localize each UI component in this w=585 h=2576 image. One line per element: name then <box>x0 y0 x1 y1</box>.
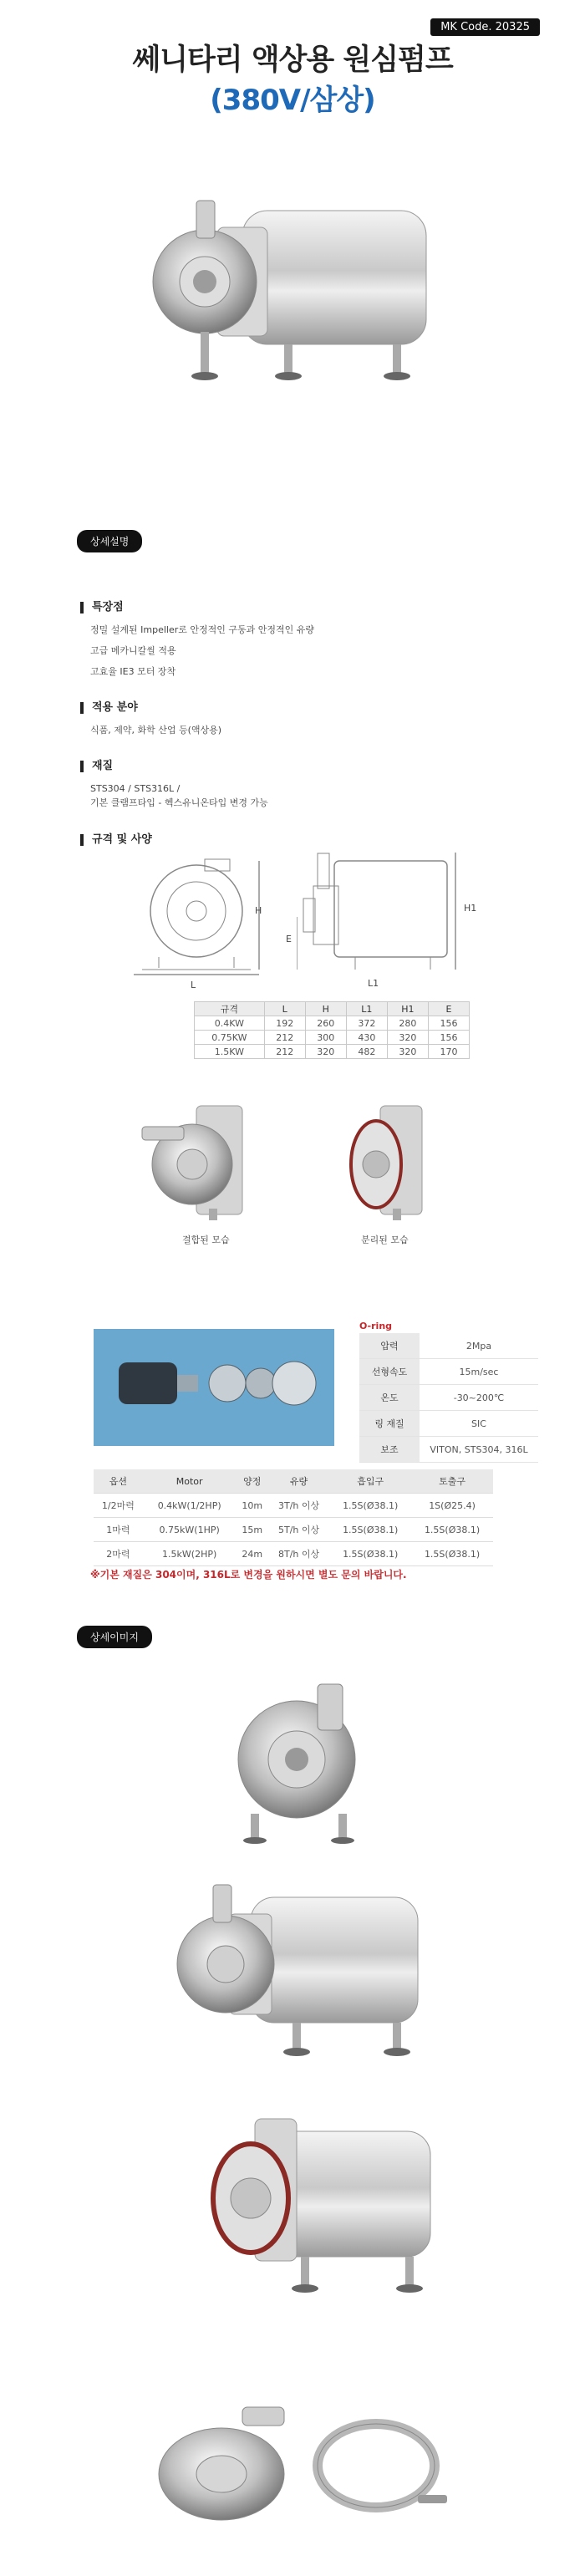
spec-cell: 1.5KW <box>195 1045 265 1059</box>
spec-cell: 170 <box>428 1045 469 1059</box>
spec-table <box>194 1001 470 1059</box>
perf-cell: 3T/h 이상 <box>268 1494 329 1518</box>
table-row <box>195 1016 470 1031</box>
material-line-1: STS304 / STS316L / <box>90 783 181 794</box>
perf-cell: 0.4kW(1/2HP) <box>143 1494 237 1518</box>
material-heading: 재질 <box>80 761 113 772</box>
table-row <box>359 1359 538 1385</box>
detail-image-front <box>201 1680 393 1847</box>
spec-col: L <box>264 1002 305 1016</box>
spec-col: L1 <box>346 1002 387 1016</box>
oring-value: 15m/sec <box>420 1359 538 1385</box>
oring-label: O-ring <box>359 1321 393 1331</box>
spec-cell: 320 <box>305 1045 346 1059</box>
perf-col: 양정 <box>237 1469 268 1494</box>
drawing-label-h1: H1 <box>464 903 477 914</box>
drawing-label-l1: L1 <box>368 978 379 989</box>
perf-cell: 1.5S(Ø38.1) <box>329 1494 411 1518</box>
table-row <box>359 1333 538 1359</box>
perf-cell: 0.75kW(1HP) <box>143 1518 237 1542</box>
table-row <box>359 1437 538 1463</box>
detail-image-casing <box>150 2399 301 2533</box>
application-line-1: 식품, 제약, 화학 산업 등(액상용) <box>90 725 222 736</box>
oring-key: 링 재질 <box>359 1411 420 1437</box>
perf-col: 옵션 <box>94 1469 143 1494</box>
oring-value: VITON, STS304, 316L <box>420 1437 538 1463</box>
side-view-drawing <box>297 848 460 974</box>
table-row <box>195 1031 470 1045</box>
feature-line-3: 고효율 IE3 모터 장착 <box>90 666 176 677</box>
material-line-2: 기본 클램프타입 - 헥스유니온타입 변경 가능 <box>90 797 268 808</box>
perf-col: Motor <box>143 1469 237 1494</box>
features-heading: 특장점 <box>80 602 124 613</box>
spec-cell: 192 <box>264 1016 305 1031</box>
table-row <box>94 1494 493 1518</box>
spec-cell: 482 <box>346 1045 387 1059</box>
detail-section-label: 상세설명 <box>77 530 142 552</box>
perf-cell: 1.5S(Ø38.1) <box>329 1518 411 1542</box>
performance-table <box>94 1469 493 1566</box>
table-row <box>94 1542 493 1566</box>
spec-cell: 0.4KW <box>195 1016 265 1031</box>
product-title: 쎄니타리 액상용 원심펌프 <box>132 43 453 77</box>
oring-value: 2Mpa <box>420 1333 538 1359</box>
perf-cell: 2마력 <box>94 1542 143 1566</box>
spec-cell: 212 <box>264 1045 305 1059</box>
application-heading: 적용 분야 <box>80 702 138 714</box>
detail-image-open <box>192 2106 443 2307</box>
detail-image-clamp <box>301 2407 451 2533</box>
drawing-label-e: E <box>286 934 292 944</box>
spec-cell: 260 <box>305 1016 346 1031</box>
drawing-label-l: L <box>191 980 196 990</box>
spec-cell: 0.75KW <box>195 1031 265 1045</box>
table-row <box>359 1385 538 1411</box>
mk-code-badge: MK Code. 20325 <box>430 18 540 36</box>
perf-cell: 5T/h 이상 <box>268 1518 329 1542</box>
spec-cell: 300 <box>305 1031 346 1045</box>
perf-cell: 24m <box>237 1542 268 1566</box>
oring-table <box>359 1333 538 1463</box>
perf-cell: 1.5S(Ø38.1) <box>329 1542 411 1566</box>
spec-col: E <box>428 1002 469 1016</box>
oring-key: 선형속도 <box>359 1359 420 1385</box>
perf-cell: 15m <box>237 1518 268 1542</box>
perf-cell: 1/2마력 <box>94 1494 143 1518</box>
table-row <box>94 1518 493 1542</box>
spec-cell: 430 <box>346 1031 387 1045</box>
perf-cell: 1.5S(Ø38.1) <box>411 1518 493 1542</box>
perf-cell: 1S(Ø25.4) <box>411 1494 493 1518</box>
spec-cell: 212 <box>264 1031 305 1045</box>
perf-cell: 1마력 <box>94 1518 143 1542</box>
product-subtitle: (380V/삼상) <box>210 84 375 117</box>
table-row <box>359 1411 538 1437</box>
oring-value: SIC <box>420 1411 538 1437</box>
spec-col: 규격 <box>195 1002 265 1016</box>
detail-image-angle <box>167 1881 435 2064</box>
detail-images-label: 상세이미지 <box>77 1626 152 1648</box>
oring-key: 보조 <box>359 1437 420 1463</box>
perf-col: 유량 <box>268 1469 329 1494</box>
separated-pump-image <box>313 1102 447 1223</box>
spec-heading: 규격 및 사양 <box>80 834 152 846</box>
spec-cell: 156 <box>428 1031 469 1045</box>
assembled-pump-image <box>134 1102 267 1223</box>
front-view-drawing <box>125 853 267 978</box>
perf-cell: 1.5kW(2HP) <box>143 1542 237 1566</box>
oring-key: 압력 <box>359 1333 420 1359</box>
perf-col: 토출구 <box>411 1469 493 1494</box>
spec-cell: 320 <box>387 1045 428 1059</box>
oring-value: -30~200℃ <box>420 1385 538 1411</box>
oring-key: 온도 <box>359 1385 420 1411</box>
table-row <box>195 1045 470 1059</box>
drawing-label-h: H <box>255 905 262 916</box>
separated-caption: 분리된 모습 <box>361 1235 409 1245</box>
spec-cell: 320 <box>387 1031 428 1045</box>
feature-line-2: 고급 메카니칼씰 적용 <box>90 645 176 656</box>
spec-cell: 156 <box>428 1016 469 1031</box>
feature-line-1: 정밀 설계된 Impeller로 안정적인 구동과 안정적인 유량 <box>90 624 314 635</box>
spec-cell: 280 <box>387 1016 428 1031</box>
perf-col: 흡입구 <box>329 1469 411 1494</box>
hero-pump-image <box>125 194 460 395</box>
exploded-view-image <box>94 1329 334 1446</box>
perf-cell: 1.5S(Ø38.1) <box>411 1542 493 1566</box>
perf-cell: 10m <box>237 1494 268 1518</box>
perf-cell: 8T/h 이상 <box>268 1542 329 1566</box>
spec-col: H <box>305 1002 346 1016</box>
spec-cell: 372 <box>346 1016 387 1031</box>
spec-col: H1 <box>387 1002 428 1016</box>
material-notice: ※기본 재질은 304이며, 316L로 변경을 원하시면 별도 문의 바랍니다. <box>90 1569 407 1581</box>
assembled-caption: 결합된 모습 <box>182 1235 230 1245</box>
